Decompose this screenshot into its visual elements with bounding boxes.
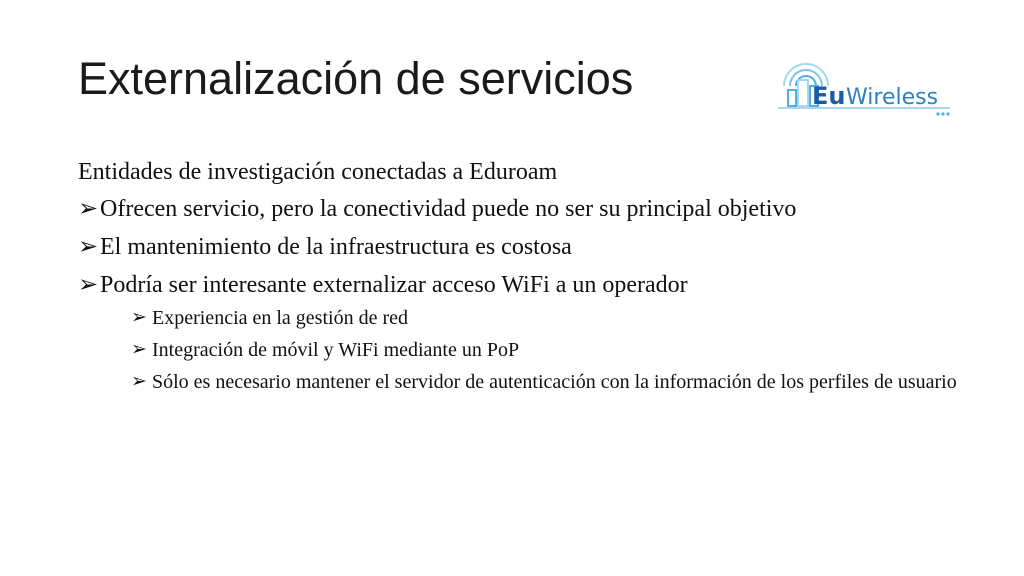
bullet-item <box>78 271 958 299</box>
bullet-arrow-icon: ➢ <box>78 234 99 260</box>
sub-bullet-text: Integración de móvil y WiFi mediante un PoP <box>152 339 520 361</box>
sub-bullet-text: Sólo es necesario mantener el servidor de autenticación con la información de los perfiles de usuario <box>152 371 957 393</box>
bullet-text: Podría ser interesante externalizar acceso WiFi a un operador <box>100 272 688 298</box>
logo-text-eu: Eu <box>812 82 846 110</box>
sub-bullet-arrow-icon: ➢ <box>131 307 147 328</box>
sub-bullet-arrow-icon: ➢ <box>131 339 147 360</box>
bullet-text: Ofrecen servicio, pero la conectividad puede no ser su principal objetivo <box>100 196 797 222</box>
sub-bullet-text: Experiencia en la gestión de red <box>152 307 408 329</box>
intro-text: Entidades de investigación conectadas a Eduroam <box>78 159 558 185</box>
slide-body <box>78 157 958 403</box>
sub-bullet-item <box>78 371 958 394</box>
bullet-arrow-icon: ➢ <box>78 196 99 222</box>
bullet-item <box>78 195 958 223</box>
bullet-text: El mantenimiento de la infraestructura es costosa <box>100 234 572 260</box>
bullet-item <box>78 233 958 261</box>
sub-bullet-item <box>78 339 958 362</box>
logo-dots-icon <box>936 112 949 115</box>
slide-title: Externalización de servicios <box>78 53 634 104</box>
sub-bullet-arrow-icon: ➢ <box>131 371 147 392</box>
bullet-arrow-icon: ➢ <box>78 272 99 298</box>
sub-bullet-list <box>78 307 958 394</box>
euwireless-logo <box>774 56 954 118</box>
logo-text-wireless: Wireless <box>846 85 939 110</box>
sub-bullet-item <box>78 307 958 330</box>
